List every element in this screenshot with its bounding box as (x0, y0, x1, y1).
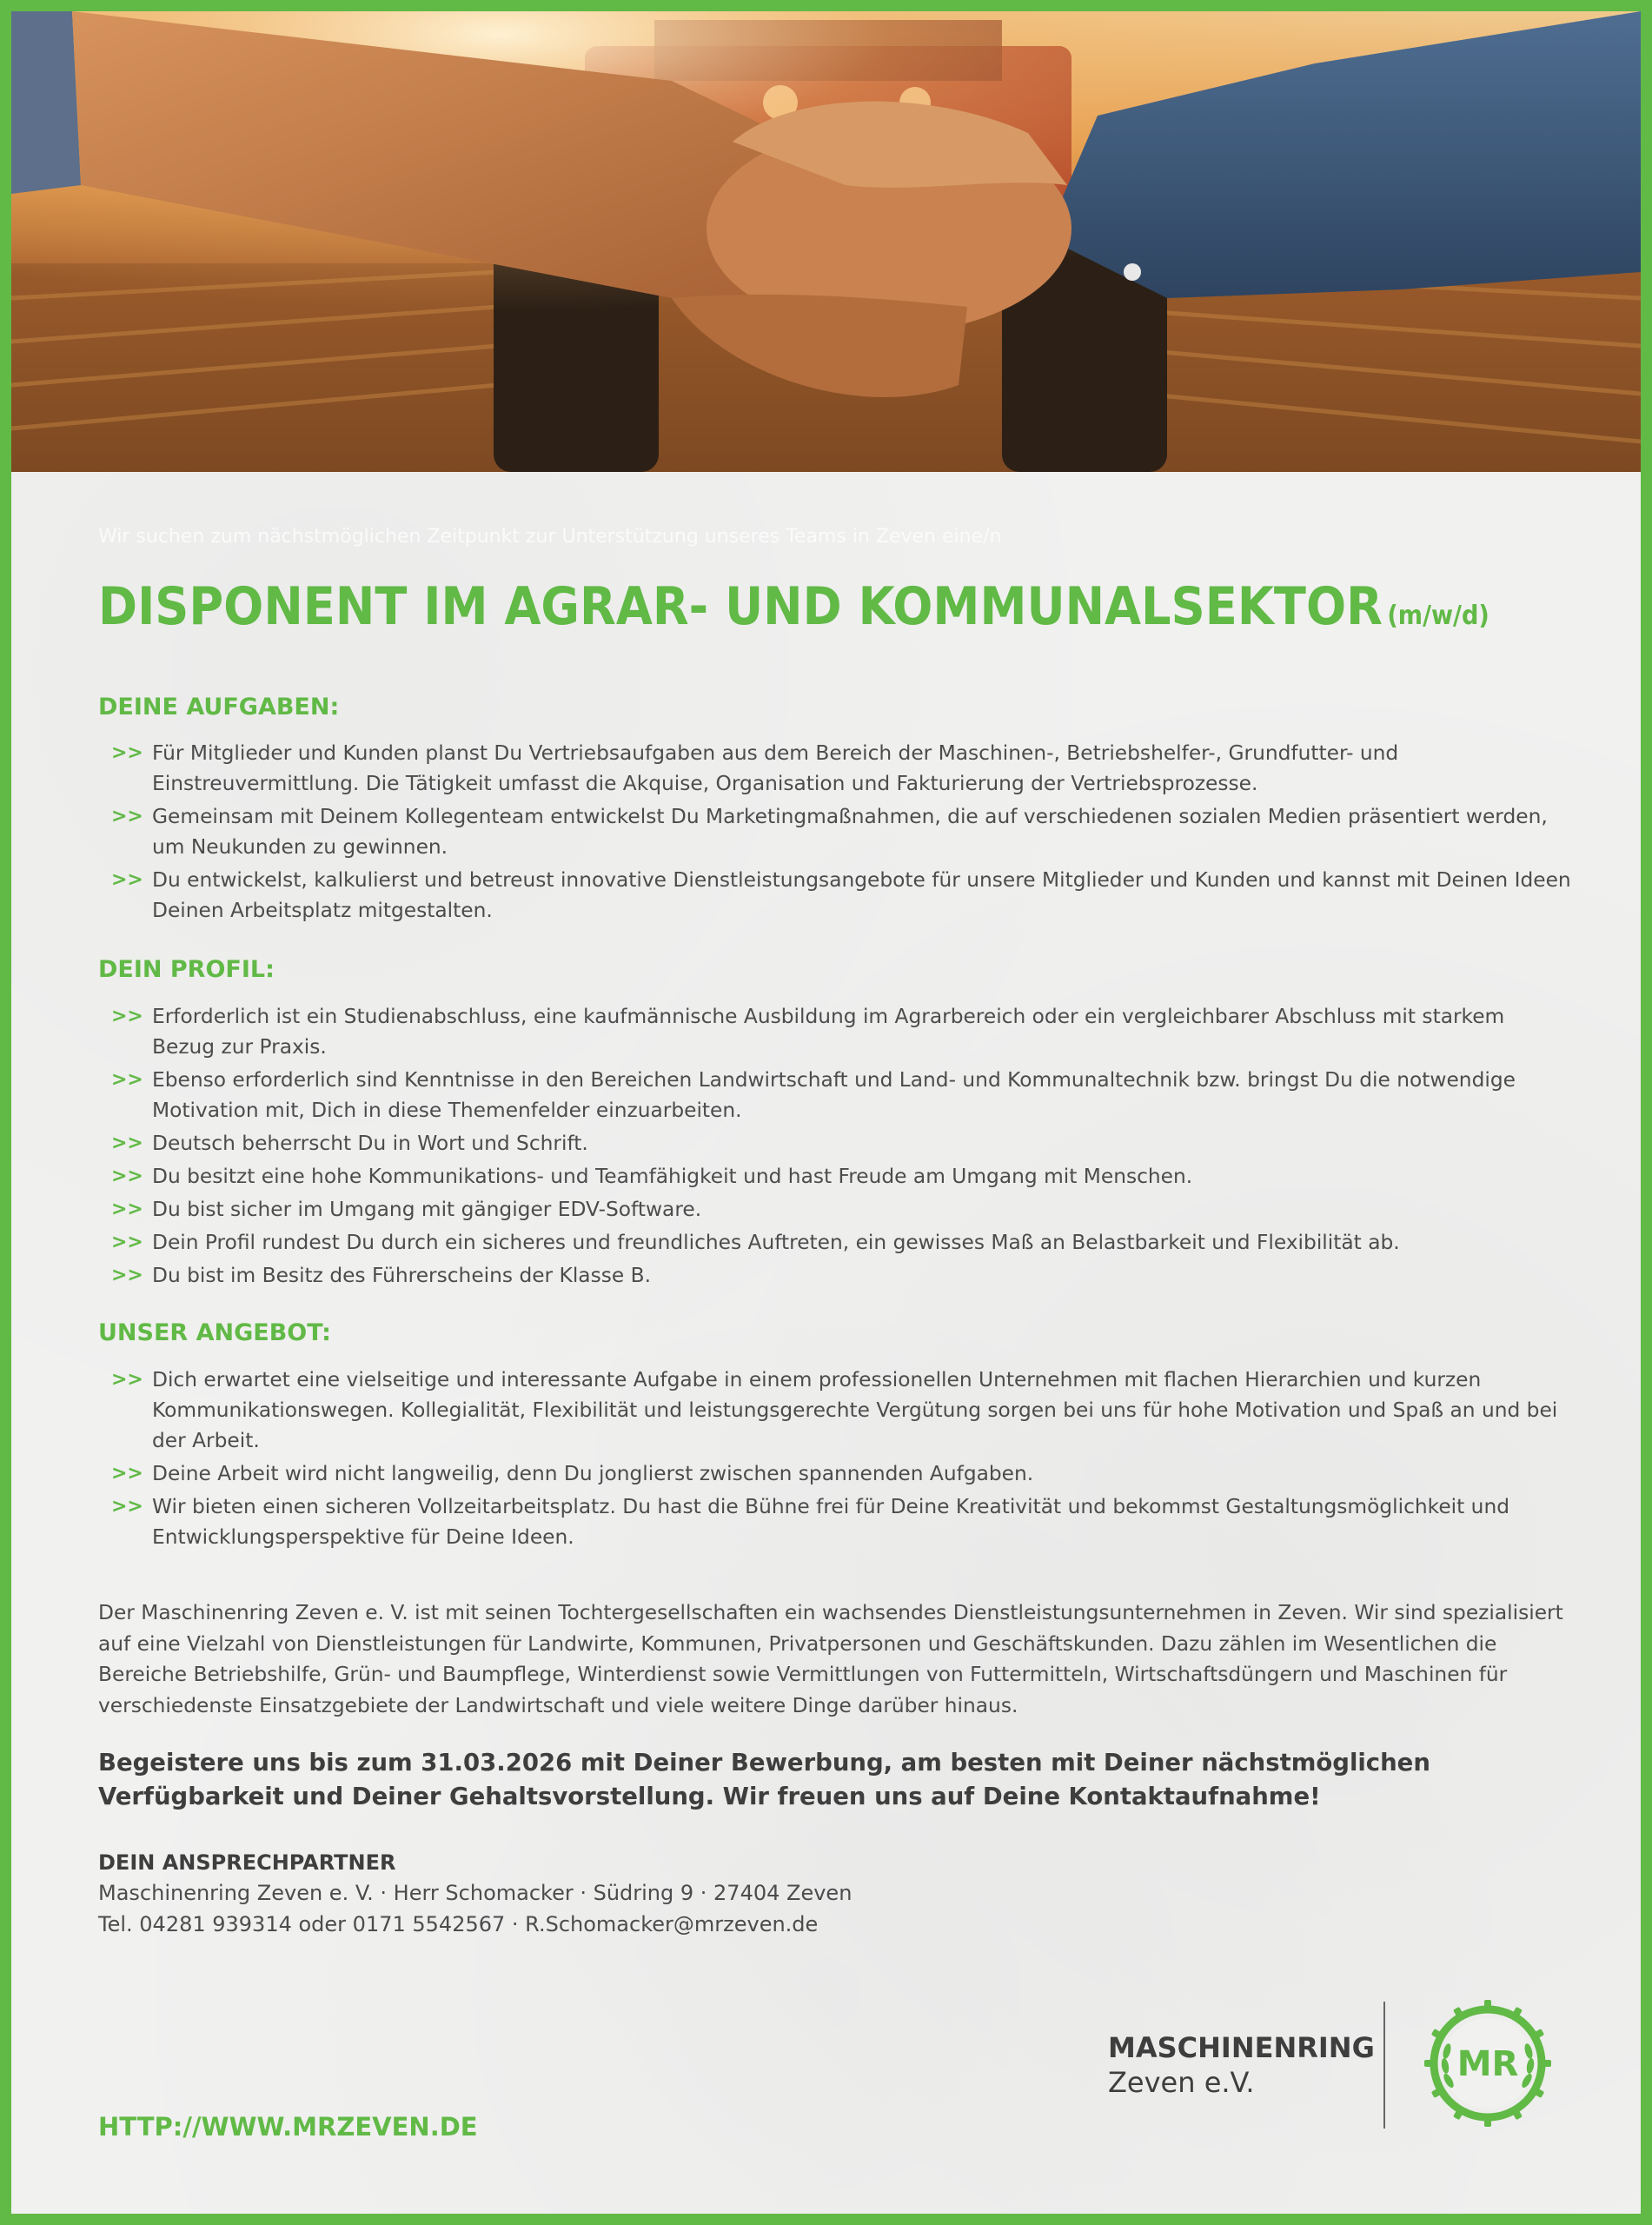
list-item: >> Du bist sicher im Umgang mit gängiger EDV-Software. (111, 1194, 1571, 1225)
bullet-arrow-icon: >> (111, 806, 143, 827)
bullet-arrow-icon: >> (111, 869, 143, 891)
job-title-main: DISPONENT IM AGRAR- UND KOMMUNALSEKTOR (98, 576, 1383, 637)
profil-list (111, 1001, 1571, 1293)
logo-name: MASCHINENRING (1108, 2031, 1375, 2064)
bullet-arrow-icon: >> (111, 1232, 143, 1253)
list-item: >> Dein Profil rundest Du durch ein sicheres und freundliches Auftreten, ein gewisses Maß an Belastbarkeit und Flexibilität ab. (111, 1227, 1571, 1258)
angebot-list (111, 1365, 1571, 1555)
list-item: >> Für Mitglieder und Kunden planst Du Vertriebsaufgaben aus dem Bereich der Maschinen-, Betriebshelfer-, Grundfutter- und Einstreuvermittlung. Die Tätigkeit umfasst die Akquise, Organisation und Fakturierung der Vertriebsprozesse. (111, 738, 1571, 799)
list-item: >> Dich erwartet eine vielseitige und interessante Aufgabe in einem professionellen Unternehmen mit flachen Hierarchien und kurzen Kommunikationswegen. Kollegialität, Flexibilität und leistungsgerechte Vergütung sorgen bei uns für hohe Motivation und Spaß an und bei der Arbeit. (111, 1365, 1571, 1456)
contact-address: Maschinenring Zeven e. V. · Herr Schomacker · Südring 9 · 27404 Zeven (98, 1881, 853, 1905)
bullet-arrow-icon: >> (111, 1006, 143, 1027)
maschinenring-logo-icon (1423, 1998, 1553, 2129)
list-item: >> Du besitzt eine hohe Kommunikations- und Teamfähigkeit und hast Freude am Umgang mit Menschen. (111, 1161, 1571, 1192)
bullet-arrow-icon: >> (111, 1132, 143, 1154)
website-link[interactable]: HTTP://WWW.MRZEVEN.DE (98, 2112, 478, 2142)
call-to-action: Begeistere uns bis zum 31.03.2026 mit Deiner Bewerbung, am besten mit Deiner nächstmöglichen Verfügbarkeit und Deiner Gehaltsvorstellung. Wir freuen uns auf Deine Kontaktaufnahme! (98, 1749, 1430, 1810)
list-item: >> Du entwickelst, kalkulierst und betreust innovative Dienstleistungsangebote für unsere Mitglieder und Kunden und kannst mit Deinen Ideen Deinen Arbeitsplatz mitgestalten. (111, 865, 1571, 926)
list-item: >> Ebenso erforderlich sind Kenntnisse in den Bereichen Landwirtschaft und Land- und Kommunaltechnik bzw. bringst Du die notwendige Motivation mit, Dich in diese Themenfelder einzuarbeiten. (111, 1065, 1571, 1126)
hero-photo (11, 11, 1641, 472)
bullet-arrow-icon: >> (111, 1496, 143, 1518)
logo-subtitle: Zeven e.V. (1108, 2066, 1255, 2099)
section-heading-profil: DEIN PROFIL: (98, 956, 275, 983)
section-heading-angebot: UNSER ANGEBOT: (98, 1319, 331, 1346)
section-heading-aufgaben: DEINE AUFGABEN: (98, 694, 340, 721)
bullet-arrow-icon: >> (111, 1199, 143, 1220)
job-poster (11, 11, 1641, 2214)
bullet-arrow-icon: >> (111, 1463, 143, 1484)
logo-divider (1383, 2002, 1385, 2129)
intro-text: Wir suchen zum nächstmöglichen Zeitpunkt zur Unterstützung unseres Teams in Zeven eine/n (98, 526, 1002, 548)
contact-phone-email[interactable]: Tel. 04281 939314 oder 0171 5542567 · R.Schomacker@mrzeven.de (98, 1912, 819, 1936)
list-item: >> Erforderlich ist ein Studienabschluss, eine kaufmännische Ausbildung im Agrarbereich oder ein vergleichbarer Abschluss mit starkem Bezug zur Praxis. (111, 1001, 1571, 1062)
handshake-illustration (11, 11, 1641, 472)
bullet-arrow-icon: >> (111, 1166, 143, 1187)
job-title-suffix: (m/w/d) (1387, 601, 1489, 631)
bullet-arrow-icon: >> (111, 1369, 143, 1391)
bullet-arrow-icon: >> (111, 1069, 143, 1091)
list-item: >> Deutsch beherrscht Du in Wort und Schrift. (111, 1128, 1571, 1159)
list-item: >> Gemeinsam mit Deinem Kollegenteam entwickelst Du Marketingmaßnahmen, die auf verschiedenen sozialen Medien präsentiert werden, um Neukunden zu gewinnen. (111, 801, 1571, 862)
list-item: >> Wir bieten einen sicheren Vollzeitarbeitsplatz. Du hast die Bühne frei für Deine Kreativität und bekommst Gestaltungsmöglichkeit und Entwicklungsperspektive für Deine Ideen. (111, 1491, 1571, 1552)
company-description: Der Maschinenring Zeven e. V. ist mit seinen Tochtergesellschaften ein wachsendes Dienstleistungsunternehmen in Zeven. Wir sind spezialisiert auf eine Vielzahl von Dienstleistungen für Landwirte, Kommunen, Privatpersonen und Geschäftskunden. Dazu zählen im Wesentlichen die Bereiche Betriebshilfe, Grün- und Baumpflege, Winterdienst sowie Vermittlungen von Futtermitteln, Wirtschaftsdüngern und Maschinen für verschiedenste Einsatzgebiete der Landwirtschaft und viele weitere Dinge darüber hinaus. (98, 1601, 1563, 1717)
logo-mark-text: MR (1456, 2044, 1519, 2084)
bullet-arrow-icon: >> (111, 742, 143, 764)
aufgaben-list (111, 738, 1571, 928)
contact-heading: DEIN ANSPRECHPARTNER (98, 1850, 396, 1875)
bullet-arrow-icon: >> (111, 1265, 143, 1286)
list-item: >> Deine Arbeit wird nicht langweilig, denn Du jonglierst zwischen spannenden Aufgaben. (111, 1458, 1571, 1489)
list-item: >> Du bist im Besitz des Führerscheins der Klasse B. (111, 1260, 1571, 1291)
job-title (98, 576, 1489, 637)
